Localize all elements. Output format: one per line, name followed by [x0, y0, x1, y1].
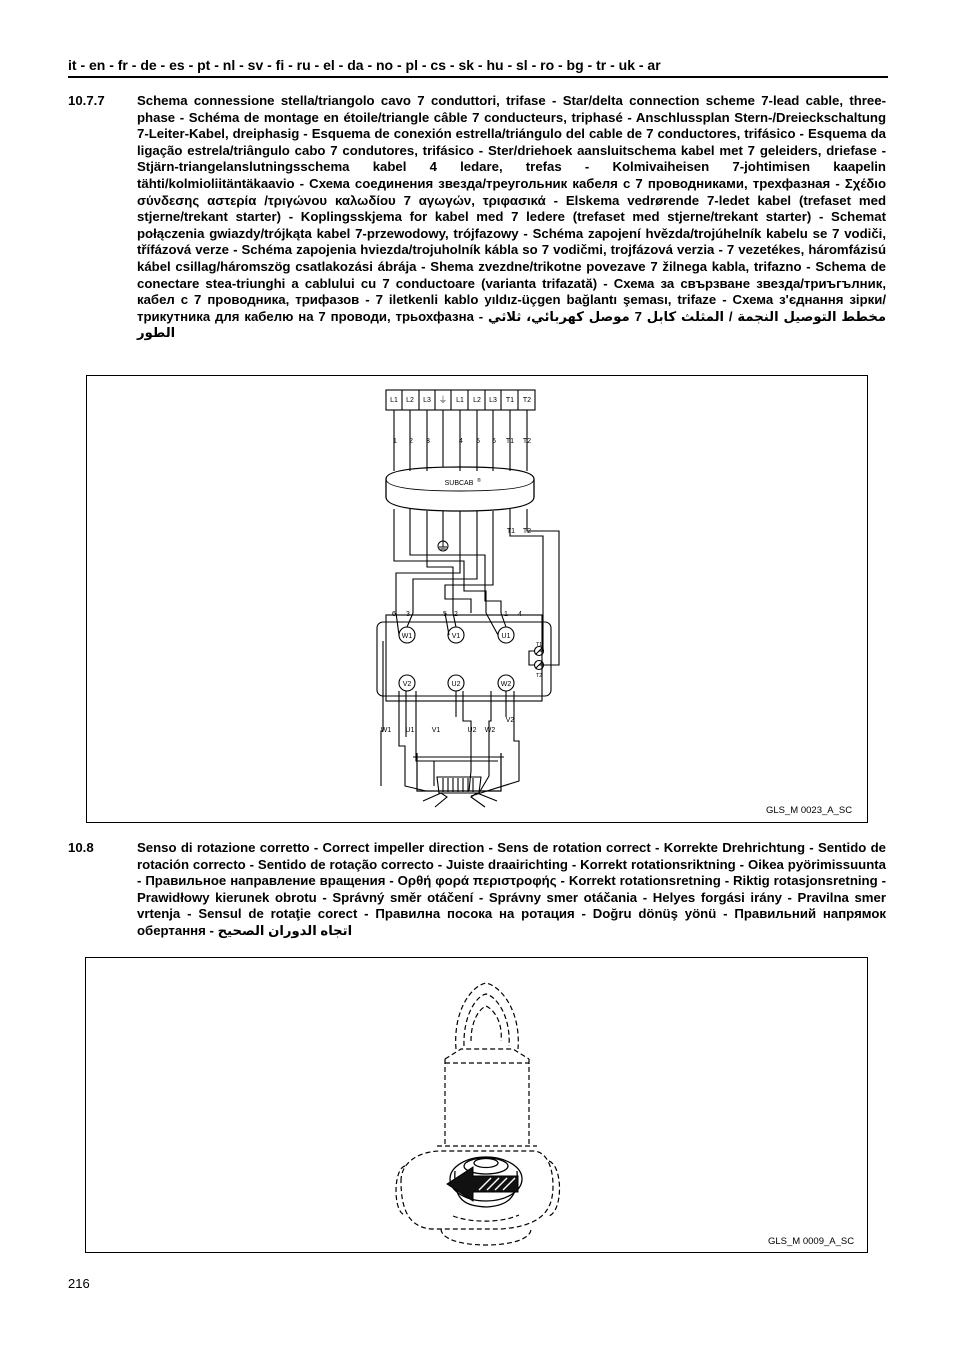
- rotation-figure-frame: [85, 957, 868, 1253]
- wire-number: 6: [492, 438, 496, 445]
- figure-code-1: GLS_M 0023_A_SC: [766, 805, 853, 816]
- strip-label: L2: [406, 397, 414, 404]
- thermal-label: T1: [506, 528, 516, 535]
- pump-rotation-drawing: [86, 958, 867, 1252]
- winding-label: U1: [405, 727, 415, 734]
- strip-label: L1: [456, 397, 464, 404]
- thermal-label: T2: [522, 528, 532, 535]
- star-delta-wiring-diagram: [87, 376, 867, 822]
- section-title-10-8: Senso di rotazione corretto - Correct impeller direction - Sens de rotation correct - Korrekte Drehrichtung - Sentido de rotación correcto - Sentido de rotação correcto - Juiste draairichting - Korrekt rotationsriktning - Oikea pyörimissuunta - Правильное направление вращения - Ορθή φορά περιστροφής - Korrekt rotationsretning - Riktig rotasjonsretning - Prawidłowy kierunek obrotu - Správný směr otáčení - Správny smer otáčania - Helyes forgási irány - Pravilna smer vrtenja - Sensul de rotaţie corect - Правилна посока на ротация - Doğru dönüş yönü - Правильний напрямок обертання - اتجاه الدوران الصحيح: [137, 840, 886, 938]
- section-title-10-7-7: Schema connessione stella/triangolo cavo 7 conduttori, trifase - Star/delta connection scheme 7-lead cable, three-phase - Schéma de montage en étoile/triangle câble 7 conducteurs, triphasé - Anschlussplan Stern-/Dreieckschaltung 7-Leiter-Kabel, dreiphasig - Esquema de conexión estrella/triángulo del cable de 7 conductores, trifásico - Esquema da ligação estrela/triângulo cabo 7 condutores, trifásico - Ster/driehoek aansluitschema kabel met 7 geleiders, driefase - Stjärn-triangelanslutningsschema kabel 4 ledare, trefas - Kolmivaiheisen 7-johtimisen kaapelin tähti/kolmioliitäntäkaavio - Схема соединения звезда/треугольник кабеля с 7 проводниками, трехфазная - Σχέδιο σύνδεσης αστερία /τριγώνου καλωδίου 7 αγωγών, τριφασικά - Elskema vedrørende 7-ledet kabel (trefaset med stjerne/trekant starter) - Koplingsskjema for kabel med 7 ledere (trefaset med stjerne/trekant starter) - Schemat połączenia gwiazdy/trójkąta kabel 7-przewodowy, trójfazowy - Schéma zapojení hvězda/trojúhelník kabelu se 7 vodiči, třífázová verze - Schéma zapojenia hviezda/trojuholník kábla so 7 vodičmi, trojfázová verzia - 7 vezetékes, háromfázisú kábel csillag/háromszög csatlakozási ábrája - Shema zvezdne/trikotne povezave 7 žilnega kabla, trifazno - Schema de conectare stea-triunghi a cablului cu 7 conductoare (varianta trifazată) - Схема за свързване звезда/триъгълник, кабел с 7 проводника, трифазов - 7 iletkenli kablo yıldız-üçgen bağlantı şeması, trifaze - Схема з'єднання зірки/трикутника для кабелю на 7 проводи, трьохфазна - مخطط التوصيل النجمة / المثلث كابل 7 موصل كهربائي، ثلاثي الطور: [137, 93, 886, 341]
- board-terminal-label: W1: [401, 633, 413, 640]
- rotation-direction-arrow-icon: [447, 1167, 518, 1201]
- header-rule: [68, 76, 888, 78]
- wire-number: 2: [409, 438, 413, 445]
- strip-label: L2: [473, 397, 481, 404]
- board-thermal-label: T1: [535, 642, 543, 648]
- board-wire-number: 1: [504, 611, 508, 618]
- earth-icon: [438, 541, 448, 551]
- cable-label: SUBCAB: [444, 480, 474, 487]
- board-terminal-label: W2: [500, 681, 512, 688]
- strip-label: L3: [423, 397, 431, 404]
- winding-label: U2: [467, 727, 477, 734]
- winding-label: V2: [505, 717, 515, 724]
- board-terminal-label: U2: [451, 681, 461, 688]
- strip-earth-icon: ⏚: [438, 395, 448, 405]
- board-wire-number: 5: [443, 611, 447, 618]
- board-terminal-label: V1: [451, 633, 461, 640]
- board-wire-number: 3: [406, 611, 410, 618]
- board-terminal-label: U1: [501, 633, 511, 640]
- winding-label: V1: [431, 727, 441, 734]
- wire-number: 1: [393, 438, 397, 445]
- strip-label: T2: [522, 397, 532, 404]
- board-wire-number: 4: [518, 611, 522, 618]
- strip-label: T1: [505, 397, 515, 404]
- section-number-10-8: 10.8: [68, 840, 94, 855]
- winding-label: W1: [380, 727, 392, 734]
- board-terminal-label: V2: [402, 681, 412, 688]
- wiring-diagram-frame: [86, 375, 868, 823]
- winding-label: W2: [484, 727, 496, 734]
- wire-number: 4: [459, 438, 463, 445]
- language-codes-header: it - en - fr - de - es - pt - nl - sv - fi - ru - el - da - no - pl - cs - sk - hu - sl - ro - bg - tr - uk - ar: [68, 57, 661, 73]
- board-wire-number: 2: [454, 611, 458, 618]
- board-thermal-label: T2: [535, 673, 543, 679]
- cable-registered-mark: ®: [477, 478, 481, 484]
- figure-code-2: GLS_M 0009_A_SC: [768, 1236, 855, 1247]
- wire-number: T1: [505, 438, 515, 445]
- page-number: 216: [68, 1276, 90, 1291]
- section-number-10-7-7: 10.7.7: [68, 93, 105, 108]
- wire-number: 5: [476, 438, 480, 445]
- wire-number: 3: [426, 438, 430, 445]
- strip-label: L1: [390, 397, 398, 404]
- wire-number: T2: [522, 438, 532, 445]
- strip-label: L3: [489, 397, 497, 404]
- board-wire-number: 6: [392, 611, 396, 618]
